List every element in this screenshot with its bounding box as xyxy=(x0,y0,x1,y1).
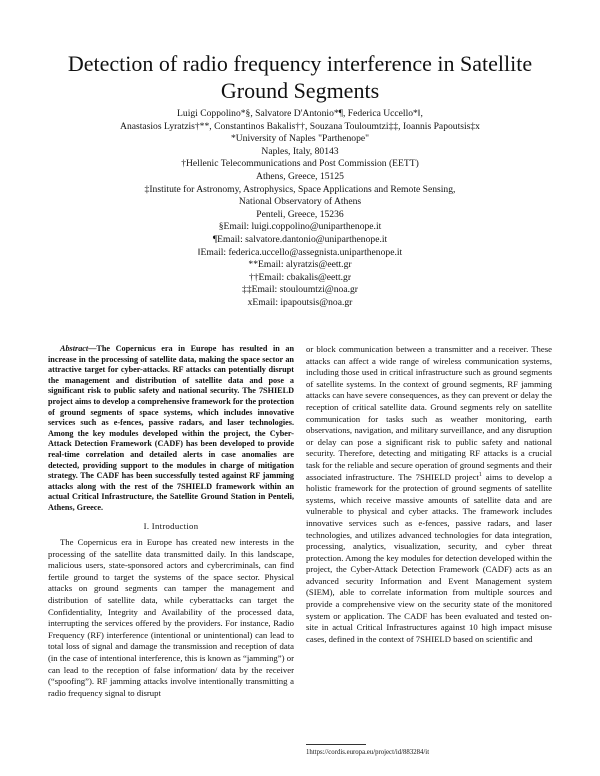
abstract-label: Abstract xyxy=(60,344,89,353)
intro-text-part2: aims to develop a holistic framework for the protection of ground segments of satellite systems, which receive massive amounts of satellite data and are vulnerable to physical and cyber attacks. The framework includes innovative services such as e-fences, passive radars, and laser technologies, and utilizes advanced technologies for data integration, processing, analytics, visualization, security, and cyber threat protection. Among the key modules for detection developed within the project, the Cyber-Attack Detection Framework (CADF) acts as an advanced security Information and Event Management system (SIEM), able to correlate information from multiple sources and provide a comprehensive view on the security state of the monitored system or application. The CADF has been evaluated and tested on-site in actual Critical Infrastructures against 10 high impact misuse cases, defined in the context of 7SHIELD based on scientific and xyxy=(306,471,552,644)
affiliation-line: Penteli, Greece, 15236 xyxy=(256,208,344,220)
intro-paragraph-continued xyxy=(306,344,552,645)
affiliation-line: Athens, Greece, 15125 xyxy=(256,170,344,182)
email-line: ¶Email: salvatore.dantonio@uniparthenope.it xyxy=(212,233,388,245)
email-line: ‖Email: federica.uccello@assegnista.uniparthenope.it xyxy=(197,246,403,258)
email-line: §Email: luigi.coppolino@uniparthenope.it xyxy=(218,221,382,233)
paper-title: Detection of radio frequency interference in Satellite Ground Segments xyxy=(67,51,533,103)
affiliation-line: Naples, Italy, 80143 xyxy=(261,145,339,157)
left-column xyxy=(48,344,294,699)
author-block xyxy=(40,108,560,310)
intro-text-part1: or block communication between a transmitter and a receiver. These attacks can affect a wide range of wireless communication systems, including those used in critical infrastructure such as ground segments of satellite systems. In the context of ground segments, RF jamming attacks can have severe consequences, as they can prevent or delay the reception of critical satellite data. Ground segments rely on satellite communication for tasks such as weather monitoring, earth observations, navigation, and military surveillance, and any disruption or delay can pose a significant risk to public safety and national security. Therefore, detecting and mitigating RF attacks is a crucial task for the reliable and secure operation of ground segments and their associated infrastructure. The 7SHIELD project xyxy=(306,344,552,482)
abstract-dash: — xyxy=(88,344,97,353)
abstract xyxy=(48,344,294,514)
email-line: ††Email: cbakalis@eett.gr xyxy=(248,271,352,283)
footnote-divider xyxy=(306,744,366,745)
right-column xyxy=(306,344,552,645)
affiliation-line: National Observatory of Athens xyxy=(238,196,362,208)
author-line: Anastasios Lyratzis†**, Constantinos Bakalis††, Souzana Touloumtzi‡‡, Ioannis Papoutsis‡x xyxy=(120,120,480,132)
affiliation-line: *University of Naples "Parthenope" xyxy=(230,133,370,145)
footnote-marker: 1 xyxy=(478,471,482,478)
abstract-text: The Copernicus era in Europe has resulted in an increase in the processing of satellite data, making the space sector an attractive target for cyber-attacks. RF attacks can potentially disrupt the management and distribution of satellite data and pose a significant risk to public safety and national security. The 7SHIELD project aims to develop a comprehensive framework for the protection of ground segments of space systems, which includes innovative services such as e-fences, passive radars, and laser technologies. Among the key modules developed within the project, the Cyber-Attack Detection Framework (CADF) has been developed to provide real-time correlation and detailed alerts in case anomalies are detected, providing support to the modules in charge of mitigation strategy. The CADF has been successfully tested against RF jamming attacks along with the rest of the 7SHIELD framework within an actual Critical Infrastructure, the Satellite Ground Station in Penteli, Athens, Greece. xyxy=(48,344,294,512)
footnote: 1https://cordis.europa.eu/project/id/883284/it xyxy=(306,749,430,756)
email-line: ‡‡Email: stouloumtzi@noa.gr xyxy=(242,284,358,296)
affiliation-line: ‡Institute for Astronomy, Astrophysics, Space Applications and Remote Sensing, xyxy=(144,183,456,195)
affiliation-line: †Hellenic Telecommunications and Post Commission (EETT) xyxy=(181,158,419,170)
section-heading-introduction: I. Introduction xyxy=(143,520,199,531)
author-line: Luigi Coppolino*§, Salvatore D'Antonio*¶, Federica Uccello*‖, xyxy=(177,108,423,119)
email-line: **Email: alyratzis@eett.gr xyxy=(248,259,352,271)
email-line: xEmail: ipapoutsis@noa.gr xyxy=(247,296,353,308)
intro-paragraph: The Copernicus era in Europe has created new interests in the processing of the satellite data transmitted daily. In this landscape, malicious users, state-sponsored actors and cybercriminals, can find fertile ground to target the systems of the space sector. Physical attacks on ground segments can tamper the management and distribution of satellite data, while cyberattacks can target the Confidentiality, Integrity and Availability of the processed data, interrupting the services offered by the providers. For instance, Radio Frequency (RF) interference (intentional or unintentional) can lead to total loss of signal and damage the transmission and reception of data (in the case of intentional interference, this is known as “jamming”) or can lead to the reception of false information/ data by the receiver (“spoofing”). RF jamming attacks involve intentionally transmitting a radio frequency signal to disrupt xyxy=(48,537,294,698)
